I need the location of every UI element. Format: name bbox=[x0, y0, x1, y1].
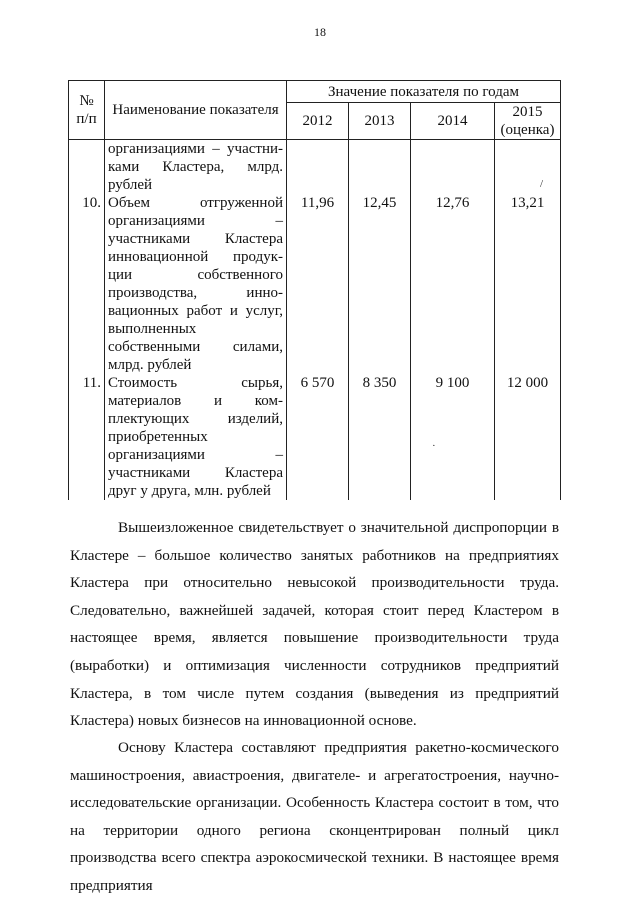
indicator-name-line: производства, инно- bbox=[108, 285, 283, 301]
indicator-name-line: материалов и ком- bbox=[108, 393, 283, 409]
indicator-name-line: ции собственного bbox=[108, 267, 283, 283]
indicator-value: 8 350 bbox=[349, 374, 411, 500]
indicator-value: 13,21 bbox=[495, 194, 561, 374]
indicator-value: 9 100 bbox=[411, 374, 495, 500]
indicator-value bbox=[495, 140, 561, 195]
indicator-name bbox=[105, 194, 287, 374]
indicator-name-line: вационных работ и услуг, bbox=[108, 303, 283, 319]
indicator-name-line: Стоимость сырья, bbox=[108, 375, 283, 391]
paragraph: Основу Кластера составляют предприятия ракетно-космического машиностроения, авиастроения, двигателе- и агрегатостроения, научно-исследовательские организации. Особенность Кластера состоит в том, что на территории одного региона сконцентрирован полный цикл производства всего спектра аэрокосмической техники. В настоящее время предприятия bbox=[70, 739, 559, 894]
table-body bbox=[69, 140, 561, 501]
indicator-name-line: ками Кластера, млрд. bbox=[108, 159, 283, 175]
header-group: Значение показателя по годам bbox=[287, 81, 561, 103]
page-number: 18 bbox=[314, 25, 326, 39]
indicator-name-line: участниками Кластера bbox=[108, 465, 283, 481]
stray-mark: · bbox=[432, 440, 436, 452]
indicator-table bbox=[68, 80, 561, 500]
row-number: 10. bbox=[69, 194, 105, 374]
header-num: № п/п bbox=[69, 81, 105, 140]
stray-mark: / bbox=[540, 178, 544, 190]
row-number bbox=[69, 140, 105, 195]
indicator-value bbox=[287, 140, 349, 195]
indicator-name-line: рублей bbox=[108, 177, 153, 193]
indicator-name-line: приобретенных bbox=[108, 429, 208, 445]
header-year: 2015 (оценка) bbox=[495, 103, 561, 140]
indicator-value: 12 000 bbox=[495, 374, 561, 500]
indicator-name-line: друг у друга, млн. рублей bbox=[108, 483, 271, 499]
header-name: Наименование показателя bbox=[105, 81, 287, 140]
indicator-name-line: организациями – участни- bbox=[108, 141, 283, 157]
indicator-name-line: собственными силами, bbox=[108, 339, 283, 355]
indicator-name-line: организациями – bbox=[108, 447, 283, 463]
indicator-value: 12,45 bbox=[349, 194, 411, 374]
table-row bbox=[69, 374, 561, 500]
indicator-name-line: Объем отгруженной bbox=[108, 195, 283, 211]
indicator-name bbox=[105, 374, 287, 500]
header-year: 2013 bbox=[349, 103, 411, 140]
indicator-name bbox=[105, 140, 287, 195]
indicator-name-line: участниками Кластера bbox=[108, 231, 283, 247]
header-year: 2012 bbox=[287, 103, 349, 140]
indicator-name-line: плектующих изделий, bbox=[108, 411, 283, 427]
indicator-value bbox=[349, 140, 411, 195]
indicator-name-line: млрд. рублей bbox=[108, 357, 192, 373]
paragraph: Вышеизложенное свидетельствует о значительной диспропорции в Кластере – большое количество занятых работников на предприятиях Кластера при относительно невысокой производительности труда. Следовательно, важнейшей задачей, которая стоит перед Кластером в настоящее время, является повышение производительности труда (выработки) и оптимизация численности сотрудников предприятий Кластера, в том числе путем создания (выведения из предприятий Кластера) новых бизнесов на инновационной основе. bbox=[70, 519, 559, 730]
indicator-value: 6 570 bbox=[287, 374, 349, 500]
indicator-name-line: выполненных bbox=[108, 321, 197, 337]
table-row bbox=[69, 194, 561, 374]
indicator-value: 11,96 bbox=[287, 194, 349, 374]
indicator-name-line: инновационной продук- bbox=[108, 249, 283, 265]
indicator-value bbox=[411, 140, 495, 195]
header-year: 2014 bbox=[411, 103, 495, 140]
indicator-value: 12,76 bbox=[411, 194, 495, 374]
indicator-name-line: организациями – bbox=[108, 213, 283, 229]
table-row bbox=[69, 140, 561, 195]
row-number: 11. bbox=[69, 374, 105, 500]
